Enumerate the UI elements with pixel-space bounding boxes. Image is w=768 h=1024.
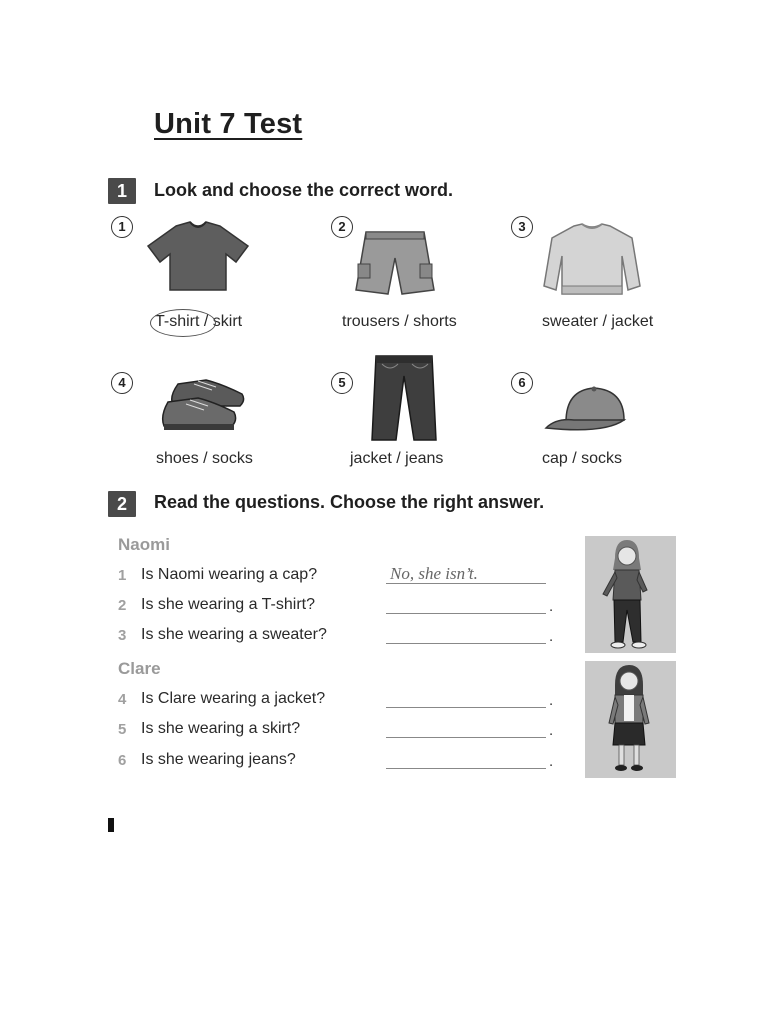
- answer-text[interactable]: No, she isn’t.: [390, 564, 478, 583]
- item-options: shoes / socks: [156, 450, 253, 467]
- section-2-badge: 2: [108, 491, 136, 517]
- item-number: 4: [111, 372, 133, 394]
- section-2-instruction: Read the questions. Choose the right answer.: [154, 492, 545, 512]
- answer-line[interactable]: [386, 643, 546, 644]
- period: .: [549, 628, 554, 645]
- question-text: Is she wearing a T-shirt?: [141, 596, 316, 613]
- question-text: Is she wearing a sweater?: [141, 626, 327, 643]
- question-number: 1: [118, 567, 127, 584]
- sweater-icon: [542, 222, 642, 298]
- answer-line[interactable]: [386, 707, 546, 708]
- period: .: [549, 753, 554, 770]
- clare-picture: [585, 661, 676, 778]
- item-number: 6: [511, 372, 533, 394]
- item-options: trousers / shorts: [342, 313, 457, 330]
- item-options: cap / socks: [542, 450, 623, 467]
- page-title: Unit 7 Test: [154, 108, 303, 140]
- answer-line[interactable]: [386, 768, 546, 769]
- girl-naomi-icon: [585, 536, 676, 653]
- girl-clare-icon: [585, 661, 676, 778]
- item-options: jacket / jeans: [350, 450, 444, 467]
- answer-circle: [150, 309, 216, 337]
- question-text: Is she wearing a skirt?: [141, 720, 301, 737]
- question-number: 4: [118, 691, 127, 708]
- question-text: Is Naomi wearing a cap?: [141, 566, 318, 583]
- period: .: [549, 722, 554, 739]
- period: .: [549, 692, 554, 709]
- question-number: 5: [118, 721, 127, 738]
- item-number: 2: [331, 216, 353, 238]
- item-number: 5: [331, 372, 353, 394]
- shoes-icon: [160, 376, 248, 436]
- jeans-icon: [368, 352, 440, 444]
- item-number: 1: [111, 216, 133, 238]
- question-text: Is she wearing jeans?: [141, 751, 296, 768]
- question-text: Is Clare wearing a jacket?: [141, 690, 326, 707]
- group-name-naomi: Naomi: [118, 535, 170, 554]
- option-rest-text: / skirt: [199, 313, 243, 330]
- question-number: 2: [118, 597, 127, 614]
- crop-mark: [108, 818, 114, 832]
- answer-line: [386, 583, 546, 584]
- tshirt-icon: [146, 220, 250, 292]
- item-options: sweater / jacket: [542, 313, 654, 330]
- circled-option-text: T-shirt: [155, 313, 200, 330]
- answer-line[interactable]: [386, 737, 546, 738]
- cap-icon: [544, 384, 628, 438]
- period: .: [549, 598, 554, 615]
- question-number: 3: [118, 627, 127, 644]
- section-1-badge: 1: [108, 178, 136, 204]
- section-1-instruction: Look and choose the correct word.: [154, 180, 454, 200]
- item-options: [155, 313, 242, 331]
- group-name-clare: Clare: [118, 659, 161, 678]
- naomi-picture: [585, 536, 676, 653]
- answer-line[interactable]: [386, 613, 546, 614]
- circled-answer: [155, 313, 199, 331]
- shorts-icon: [352, 228, 438, 298]
- item-number: 3: [511, 216, 533, 238]
- question-number: 6: [118, 752, 127, 769]
